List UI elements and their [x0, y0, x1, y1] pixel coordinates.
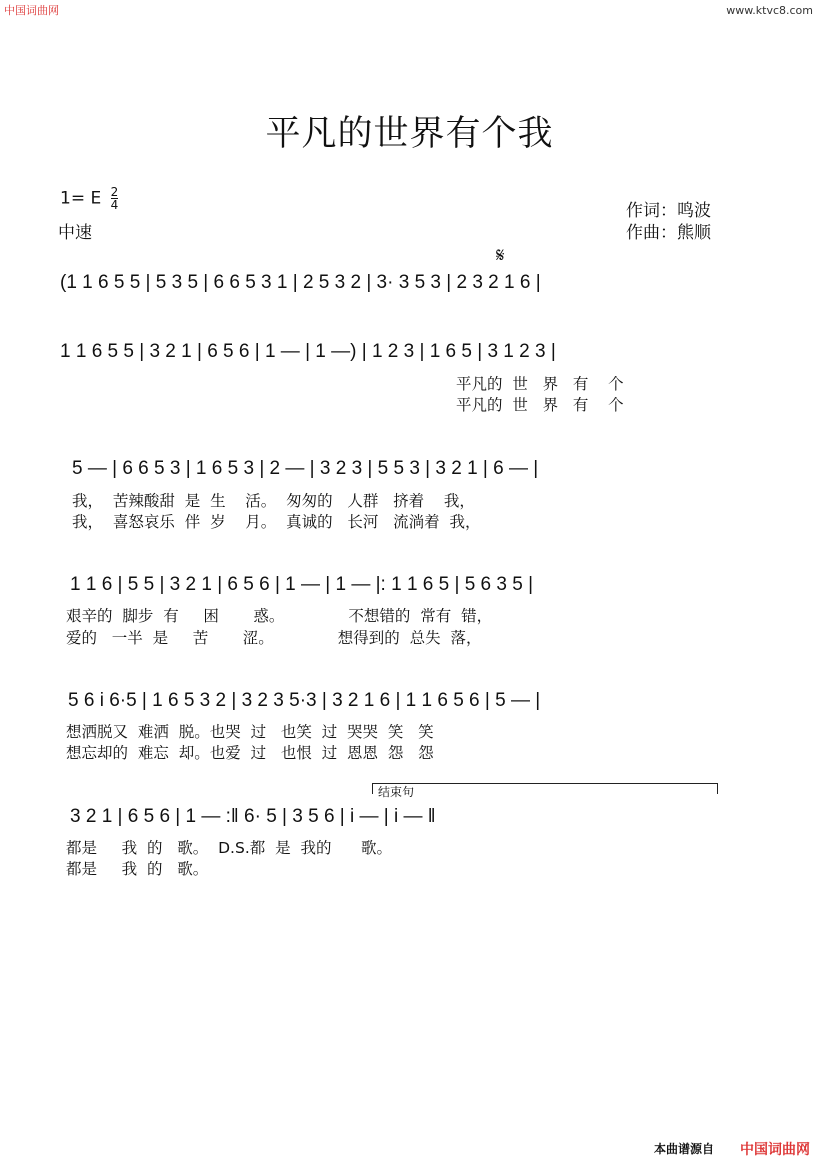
lyric-row-5-verse-1: 想洒脱又 难洒 脱。也哭 过 也笑 过 哭哭 笑 笑	[66, 723, 434, 741]
lyric-row-3-verse-1: 我， 苦辣酸甜 是 生 活。 匆匆的 人群 挤着 我，	[72, 492, 475, 510]
key-signature	[60, 186, 118, 211]
watermark-left: 中国词曲网	[4, 4, 59, 17]
lyric-row-4-verse-2: 爱的 一半 是 苦 涩。 想得到的 总失 落，	[66, 629, 482, 647]
notation-row-1: (1 1 6 5 5 | 5 3 5 | 6 6 5 3 1 | 2 5 3 2 | 3· 3 5 3 | 2 3 2 1 6 |	[60, 272, 541, 293]
ending-label: 结束句	[378, 785, 415, 799]
time-signature-bottom: 4	[110, 198, 119, 212]
lyric-row-5-verse-2: 想忘却的 难忘 却。也爱 过 也恨 过 恩恩 怨 怨	[66, 744, 434, 762]
notation-row-6: 3 2 1 | 6 5 6 | 1 — :‖ 6· 5 | 3 5 6 | i — | i — ‖	[70, 806, 436, 827]
lyric-row-4-verse-1: 艰辛的 脚步 有 困 惑。 不想错的 常有 错，	[66, 607, 493, 625]
watermark-right: www.ktvc8.com	[726, 4, 813, 17]
notation-row-4: 1 1 6 | 5 5 | 3 2 1 | 6 5 6 | 1 — | 1 — |: 1 1 6 5 | 5 6 3 5 |	[70, 574, 534, 595]
footer-source-label: 本曲谱源自	[654, 1142, 715, 1156]
notation-row-2: 1 1 6 5 5 | 3 2 1 | 6 5 6 | 1 — | 1 —) | 1 2 3 | 1 6 5 | 3 1 2 3 |	[60, 341, 556, 362]
lyric-row-2-verse-1: 平凡的 世 界 有 个	[456, 375, 624, 393]
composer: 作曲：熊顺	[626, 223, 711, 243]
notation-row-5: 5 6 i 6·5 | 1 6 5 3 2 | 3 2 3 5·3 | 3 2 1 6 | 1 1 6 5 6 | 5 — |	[68, 690, 541, 711]
lyric-row-6-verse-2: 都是 我 的 歌。	[66, 860, 209, 878]
lyric-row-3-verse-2: 我， 喜怒哀乐 伴 岁 月。 真诚的 长河 流淌着 我，	[72, 513, 481, 531]
ending-bracket	[372, 783, 718, 794]
key-label: 1= E	[60, 188, 102, 209]
segno-sign: 𝄋	[496, 243, 505, 267]
time-signature-top: 2	[110, 185, 119, 199]
footer-site-name: 中国词曲网	[740, 1142, 810, 1158]
song-title: 平凡的世界有个我	[265, 114, 554, 154]
time-signature	[111, 186, 119, 211]
lyric-row-6-verse-1: 都是 我 的 歌。 D.S.都 是 我的 歌。	[66, 839, 393, 857]
notation-row-3: 5 — | 6 6 5 3 | 1 6 5 3 | 2 — | 3 2 3 | 5 5 3 | 3 2 1 | 6 — |	[72, 458, 539, 479]
tempo: 中速	[58, 223, 92, 243]
lyric-row-2-verse-2: 平凡的 世 界 有 个	[456, 396, 624, 414]
lyricist: 作词：鸣波	[626, 201, 711, 221]
